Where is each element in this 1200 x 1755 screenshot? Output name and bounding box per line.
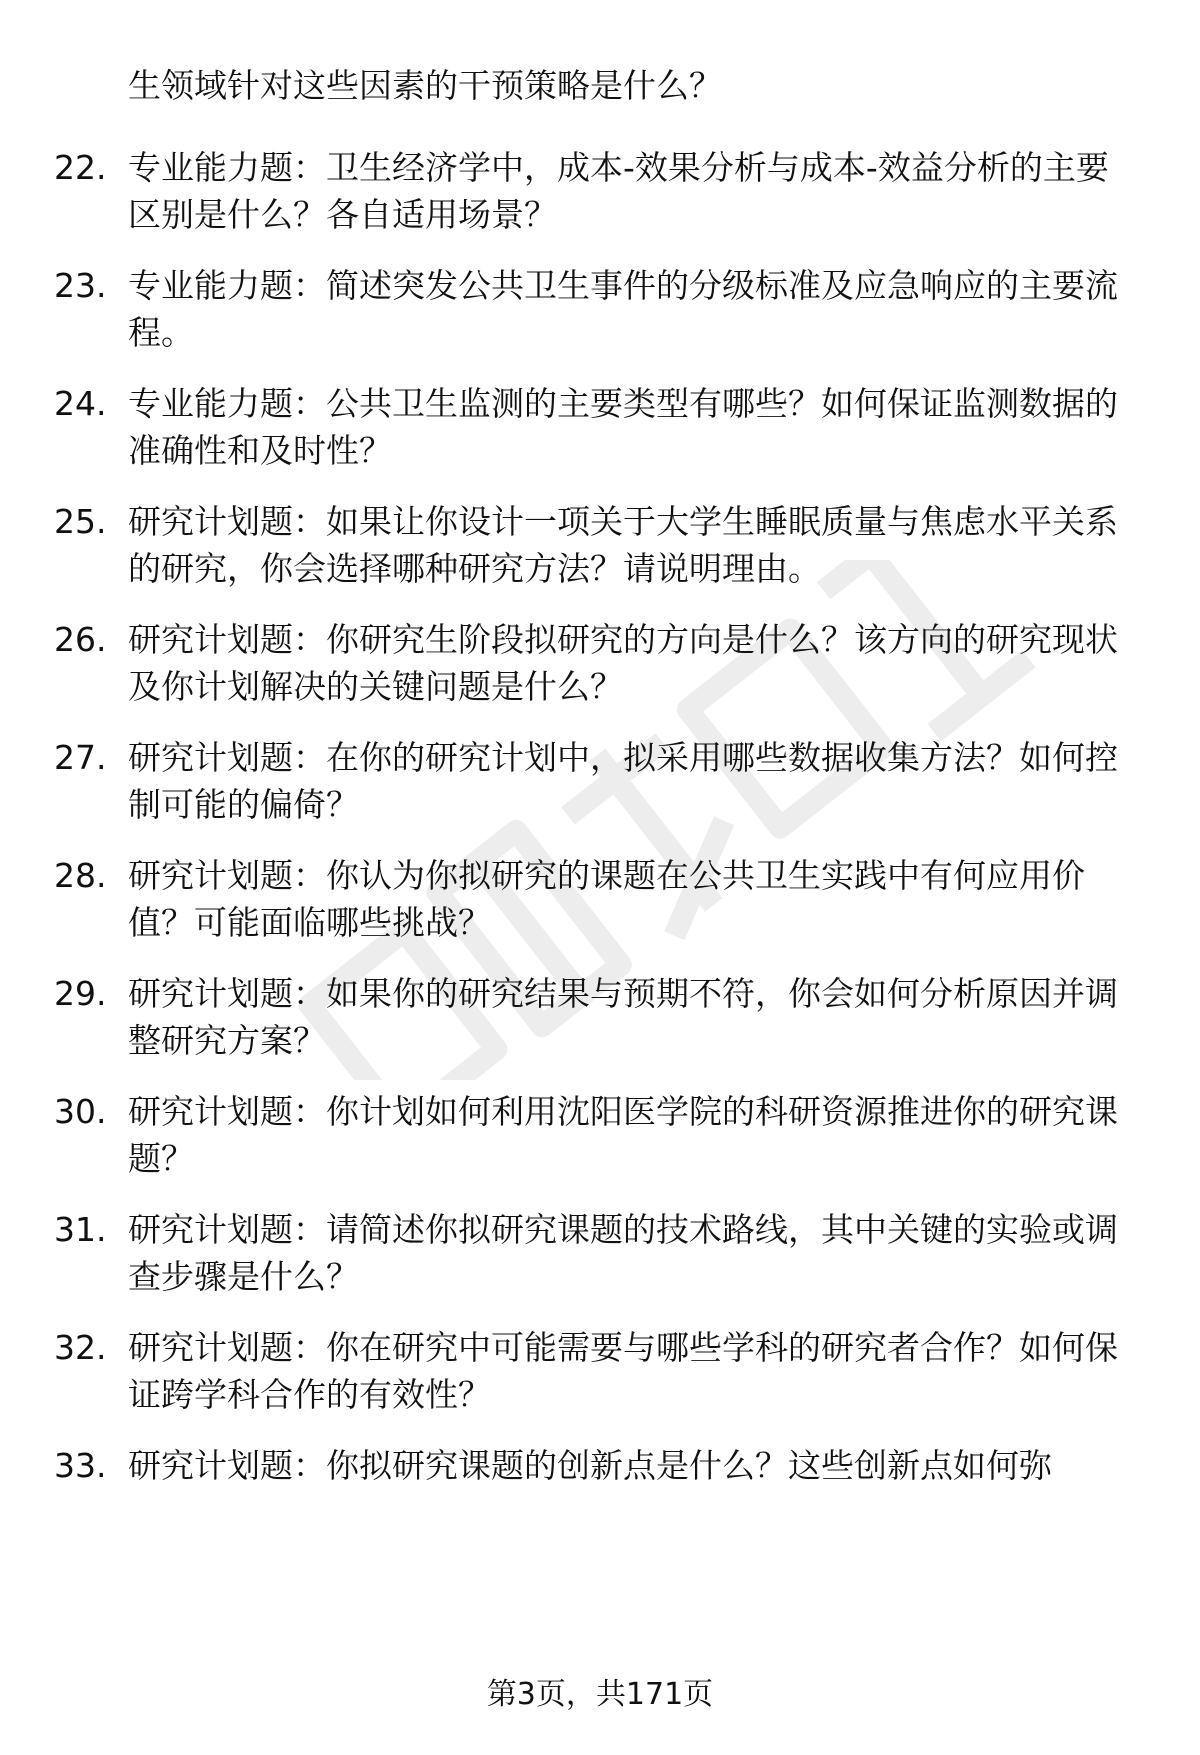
question-number: 26. (54, 620, 107, 659)
carry-over-text: 生领域针对这些因素的干预策略是什么？ (128, 66, 722, 105)
question-text: 研究计划题：如果你的研究结果与预期不符，你会如何分析原因并调整研究方案？ (128, 974, 1118, 1060)
question-text: 研究计划题：你在研究中可能需要与哪些学科的研究者合作？如何保证跨学科合作的有效性？ (128, 1328, 1118, 1414)
question-number: 27. (54, 738, 107, 777)
question-number: 29. (54, 974, 107, 1013)
question-number: 22. (54, 148, 107, 187)
page-footer: 第3页，共171页 (486, 1677, 714, 1712)
question-text: 研究计划题：你计划如何利用沈阳医学院的科研资源推进你的研究课题？ (128, 1092, 1118, 1178)
question-text: 专业能力题：卫生经济学中，成本-效果分析与成本-效益分析的主要区别是什么？各自适用场景？ (128, 148, 1109, 234)
question-number: 24. (54, 384, 107, 423)
question-number: 25. (54, 502, 107, 541)
question-number: 28. (54, 856, 107, 895)
question-number: 31. (54, 1210, 107, 1249)
question-text: 研究计划题：请简述你拟研究课题的技术路线，其中关键的实验或调查步骤是什么？ (128, 1210, 1118, 1296)
question-number: 30. (54, 1092, 107, 1131)
question-text: 专业能力题：简述突发公共卫生事件的分级标准及应急响应的主要流程。 (128, 266, 1118, 352)
question-text: 研究计划题：你认为你拟研究的课题在公共卫生实践中有何应用价值？可能面临哪些挑战？ (128, 856, 1085, 942)
question-text: 专业能力题：公共卫生监测的主要类型有哪些？如何保证监测数据的准确性和及时性？ (128, 384, 1118, 470)
question-text: 研究计划题：在你的研究计划中，拟采用哪些数据收集方法？如何控制可能的偏倚？ (128, 738, 1118, 824)
question-text: 研究计划题：如果让你设计一项关于大学生睡眠质量与焦虑水平关系的研究，你会选择哪种研究方法？请说明理由。 (128, 502, 1118, 588)
question-text: 研究计划题：你拟研究课题的创新点是什么？这些创新点如何弥 (128, 1446, 1052, 1485)
question-number: 33. (54, 1446, 107, 1485)
question-number: 32. (54, 1328, 107, 1367)
question-number: 23. (54, 266, 107, 305)
question-text: 研究计划题：你研究生阶段拟研究的方向是什么？该方向的研究现状及你计划解决的关键问题是什么？ (128, 620, 1118, 706)
